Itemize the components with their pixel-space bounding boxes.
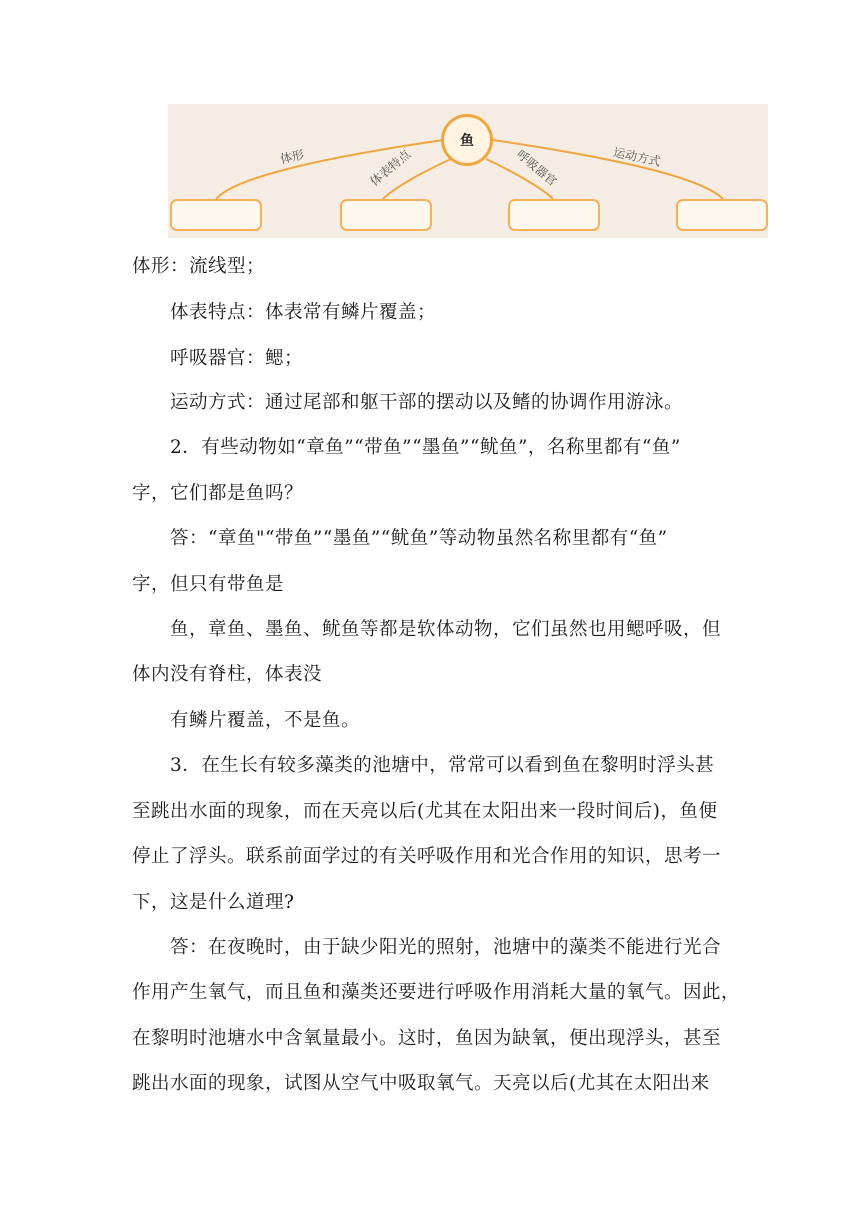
text-line: 字，但只有带鱼是 [132,574,285,595]
leaf-box-2 [340,199,432,231]
text-line: 3．在生长有较多藻类的池塘中，常常可以看到鱼在黎明时浮头甚 [170,755,715,776]
text-line: 鱼，章鱼、墨鱼、鱿鱼等都是软体动物，它们虽然也用鳃呼吸，但 [170,619,722,640]
text-line: 体表特点：体表常有鳞片覆盖； [170,302,437,323]
leaf-box-1 [170,199,262,231]
text-line: 作用产生氧气，而且鱼和藻类还要进行呼吸作用消耗大量的氧气。因此， [132,982,741,1003]
leaf-box-3 [508,199,600,231]
branch-label-body-surface: 体表特点 [367,147,414,189]
leaf-box-4 [676,199,768,231]
text-line: 2．有些动物如“章鱼”“带鱼”“墨鱼”“鱿鱼”，名称里都有“鱼” [170,437,681,458]
branch-label-body-shape: 体形 [278,147,306,167]
branch-label-locomotion: 运动方式 [611,145,662,169]
concept-map-figure [168,104,768,238]
text-line: 答：“章鱼"“带鱼”“墨鱼”“鱿鱼”等动物虽然名称里都有“鱼” [170,528,668,549]
center-node: 鱼 [441,114,493,166]
text-line: 有鳞片覆盖，不是鱼。 [170,710,361,731]
text-line: 字，它们都是鱼吗？ [132,483,304,504]
text-line: 至跳出水面的现象，而在天亮以后(尤其在太阳出来一段时间后)，鱼便 [132,801,718,822]
text-line: 运动方式：通过尾部和躯干部的摆动以及鳍的协调作用游泳。 [170,392,684,413]
text-line: 停止了浮头。联系前面学过的有关呼吸作用和光合作用的知识，思考一 [132,846,722,867]
text-line: 跳出水面的现象，试图从空气中吸取氧气。天亮以后(尤其在太阳出来 [132,1073,710,1094]
branch-label-respiratory-organ: 呼吸器官 [513,147,560,189]
text-line: 下，这是什么道理? [132,892,295,913]
text-line: 体内没有脊柱，体表没 [132,664,323,685]
text-line: 体形：流线型； [132,256,266,277]
text-line: 呼吸器官：鳃； [170,348,304,369]
text-line: 答：在夜晚时，由于缺少阳光的照射，池塘中的藻类不能进行光合 [170,937,722,958]
text-line: 在黎明时池塘水中含氧量最小。这时，鱼因为缺氧，便出现浮头，甚至 [132,1028,722,1049]
